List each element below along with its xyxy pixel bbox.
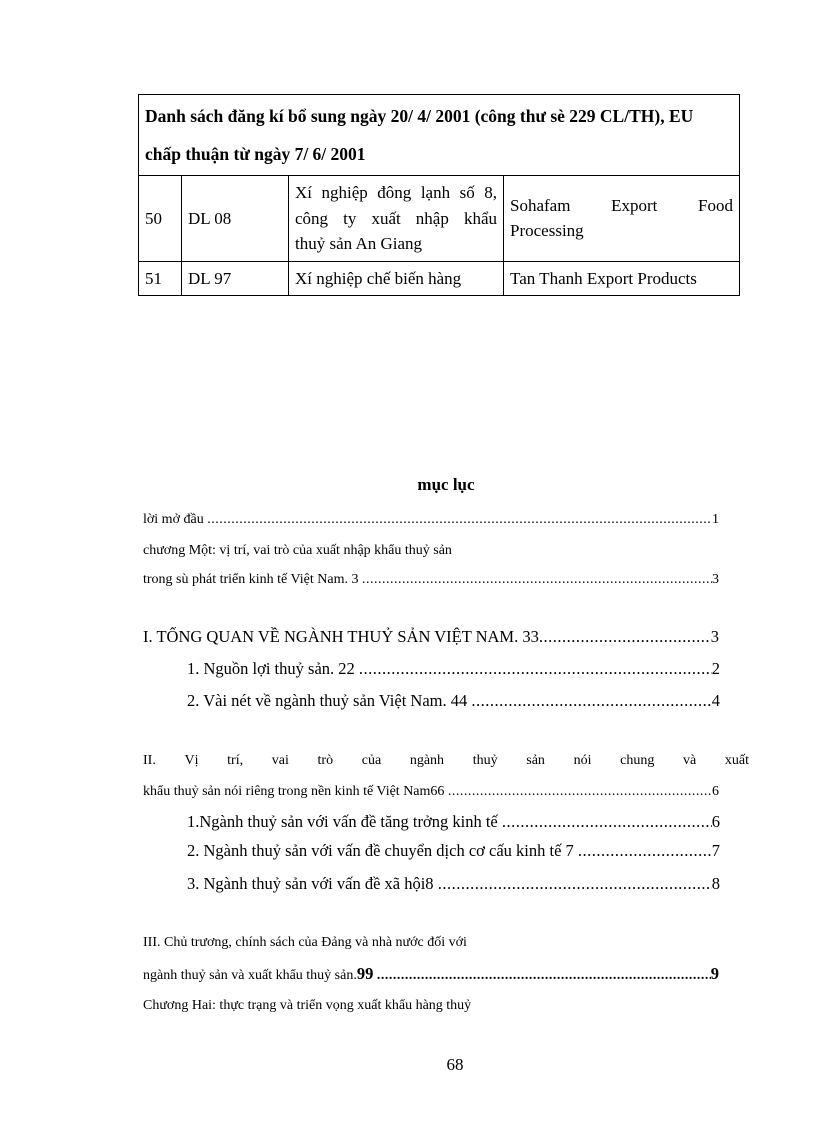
toc-entry-page: 9 (710, 964, 719, 983)
toc-entry-text: khẩu thuỷ sản nói riêng trong nền kinh tế Việt Nam66 (143, 784, 445, 799)
toc-entry (187, 691, 720, 711)
toc-word: trò (317, 753, 334, 768)
toc-entry (187, 812, 720, 832)
table-row (139, 176, 740, 262)
english-name-line: Sohafam Export Food (510, 195, 733, 215)
toc-word: II. (143, 753, 156, 768)
page-number: 68 (446, 1055, 464, 1074)
toc-entry (187, 659, 720, 679)
row-english-name: Tan Thanh Export Products (504, 261, 740, 296)
toc-word: của (361, 753, 382, 768)
export-registration-table (138, 94, 740, 296)
toc-entry-page: 8 (711, 874, 720, 893)
toc-entry-page: 2 (711, 659, 720, 678)
toc-title: mục lục (417, 475, 475, 494)
company-name-line: Xí nghiệp đông lạnh số 8, (295, 183, 497, 202)
toc-word: xuất (724, 753, 749, 768)
toc-word: nói (573, 753, 592, 768)
toc-entry-page: 6 (712, 784, 719, 799)
toc-entry-page: 1 (712, 512, 719, 527)
toc-entry-text: Chương Hai: thực trạng và triển vọng xuất khẩu hàng thuỷ (143, 998, 472, 1013)
row-code: DL 08 (182, 176, 289, 262)
toc-entry-text: 1.Ngành thuỷ sản với vấn đề tăng trởng kinh tế (187, 812, 498, 831)
toc-entry-page: 6 (711, 812, 720, 831)
toc-entry-text: chương Một: vị trí, vai trò của xuất nhập khẩu thuỷ sản (143, 543, 452, 558)
toc-entry (143, 572, 719, 588)
toc-word: sản (526, 753, 545, 768)
toc-entry-page: 3 (710, 627, 719, 646)
toc-entry-text: trong sù phát triển kinh tế Việt Nam. 3 (143, 572, 359, 587)
toc-entry-text: lời mở đầu (143, 512, 204, 527)
toc-word: và (683, 753, 697, 768)
toc-entry-text: ngành thuỷ sản và xuất khẩu thuỷ sản. (143, 968, 357, 983)
toc-entry-text: 2. Vài nét về ngành thuỷ sản Việt Nam. 44 (187, 691, 468, 710)
toc-entry-justified (143, 753, 749, 769)
toc-entry (143, 543, 452, 559)
row-code: DL 97 (182, 261, 289, 296)
toc-entry (143, 964, 719, 984)
toc-word: vai (271, 753, 289, 768)
toc-word: ngành (409, 753, 445, 768)
toc-entry (143, 784, 719, 800)
toc-entry-page: 7 (711, 841, 720, 860)
toc-word: chung (620, 753, 655, 768)
toc-entry-text: 2. Ngành thuỷ sản với vấn đề chuyển dịch cơ cấu kinh tế 7 (187, 841, 574, 860)
english-name-line: Processing (510, 221, 584, 241)
toc-word: thuỷ (472, 753, 498, 768)
toc-entry (143, 512, 719, 528)
toc-word: Vị (184, 753, 199, 768)
toc-entry (143, 627, 719, 647)
row-number: 50 (139, 176, 182, 262)
company-name-line: công ty xuất nhập khẩu (295, 208, 497, 228)
row-company-name (289, 176, 504, 262)
toc-entry-text: III. Chủ trương, chính sách của Đảng và nhà nước đối với (143, 935, 467, 950)
row-number: 51 (139, 261, 182, 296)
toc-entry-text: I. TỔNG QUAN VỀ NGÀNH THUỶ SẢN VIỆT NAM. 33 (143, 627, 539, 646)
row-company-name: Xí nghiệp chế biến hàng (289, 261, 504, 296)
toc-entry (187, 874, 720, 894)
table-caption: Danh sách đăng kí bổ sung ngày 20/ 4/ 2001 (công thư sè 229 CL/TH), EU chấp thuận từ ngày 7/ 6/ 2001 (139, 95, 740, 176)
toc-entry (143, 998, 471, 1014)
toc-entry (143, 935, 467, 951)
company-name-line: thuỷ sản An Giang (295, 234, 423, 253)
toc-entry (187, 841, 720, 861)
toc-word: trí, (227, 753, 244, 768)
row-english-name (504, 176, 740, 262)
toc-entry-page: 4 (711, 691, 720, 710)
toc-entry-bold-number: 99 (356, 964, 374, 983)
table-row (139, 261, 740, 296)
table-caption-row (139, 95, 740, 176)
toc-entry-text: 3. Ngành thuỷ sản với vấn đề xã hội8 (187, 874, 434, 893)
toc-entry-text: 1. Nguồn lợi thuỷ sản. 22 (187, 659, 355, 678)
toc-entry-page: 3 (712, 572, 719, 587)
